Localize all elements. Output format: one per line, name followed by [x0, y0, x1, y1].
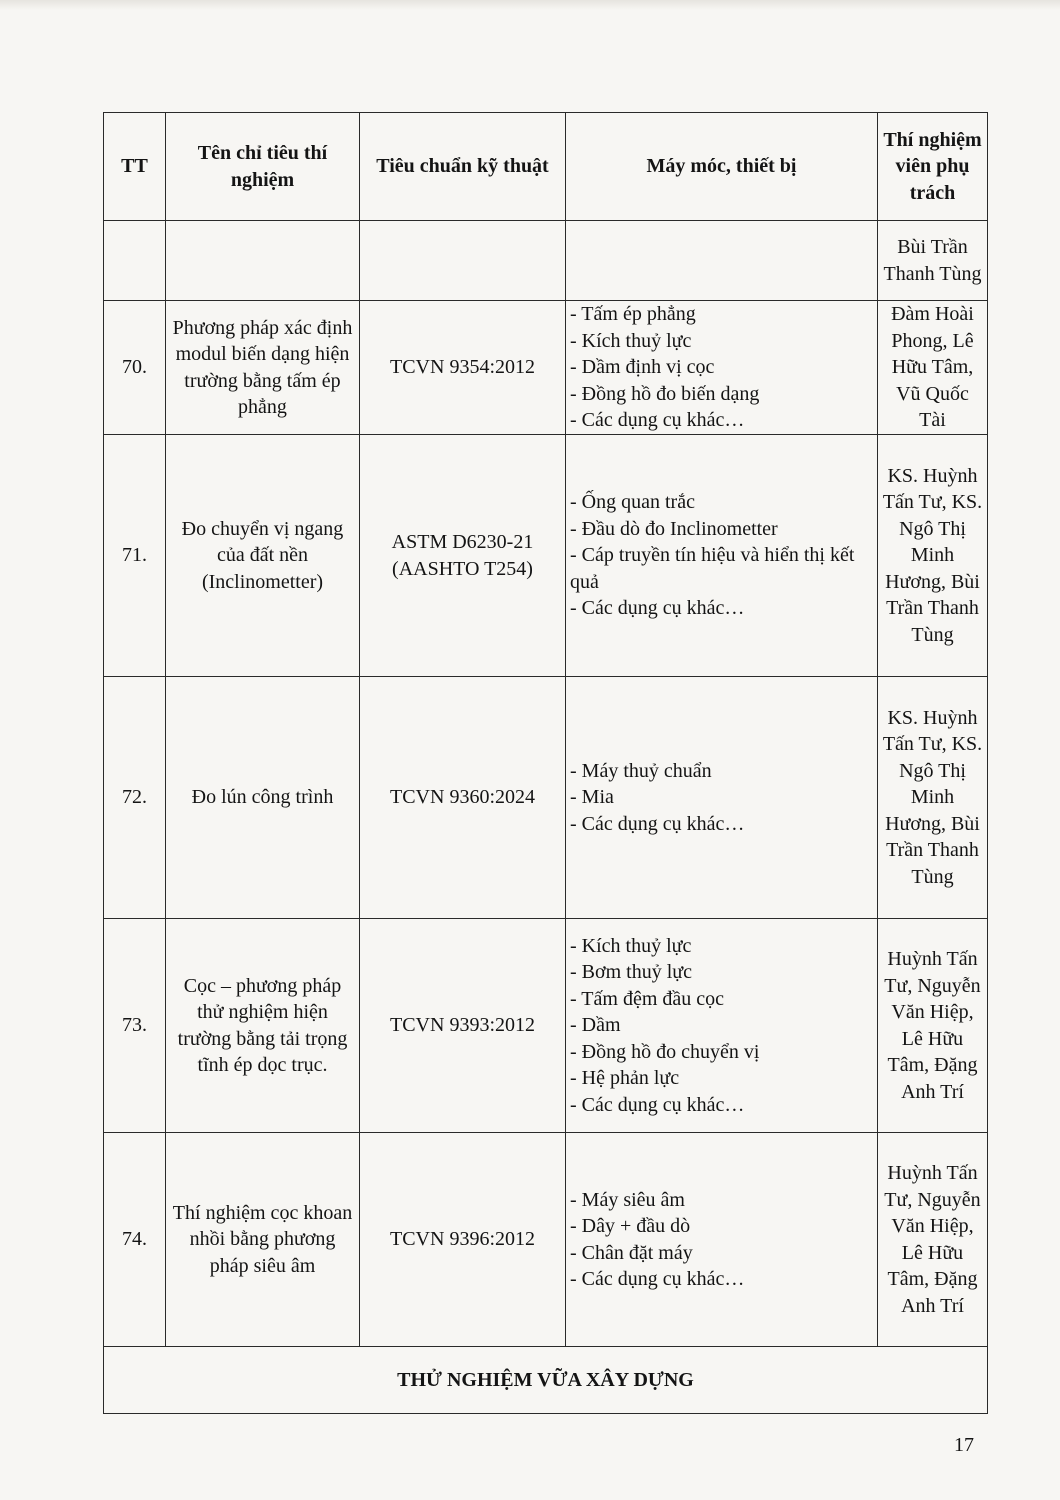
row-standard: ASTM D6230-21 (AASHTO T254) [360, 435, 566, 677]
equipment-item: - Chân đặt máy [570, 1241, 693, 1264]
equipment-item: - Mia [570, 786, 614, 809]
row-name: Cọc – phương pháp thử nghiệm hiện trường bằng tải trọng tĩnh ép dọc trục. [166, 919, 360, 1133]
table-row [104, 1133, 988, 1347]
row-standard: TCVN 9354:2012 [360, 301, 566, 435]
row-equipment [566, 919, 878, 1133]
equipment-item: - Bơm thuỷ lực [570, 961, 692, 984]
row-tt: 74. [104, 1133, 166, 1347]
row-tt: 71. [104, 435, 166, 677]
row-equipment [566, 301, 878, 435]
table-row [104, 221, 988, 301]
row-staff: KS. Huỳnh Tấn Tư, KS. Ngô Thị Minh Hương, Bùi Trần Thanh Tùng [878, 677, 988, 919]
equipment-item: - Các dụng cụ khác… [570, 409, 745, 432]
equipment-item: - Các dụng cụ khác… [570, 1268, 745, 1290]
row-tt: 72. [104, 677, 166, 919]
header-staff: Thí nghiệm viên phụ trách [878, 113, 988, 221]
row-staff: Đàm Hoài Phong, Lê Hữu Tâm, Vũ Quốc Tài [878, 301, 988, 435]
header-standard: Tiêu chuẩn kỹ thuật [360, 113, 566, 221]
equipment-item: - Cáp truyền tín hiệu và hiển thị kết quả [570, 544, 855, 593]
table-row [104, 919, 988, 1133]
equipment-item: - Kích thuỷ lực [570, 934, 692, 957]
equipment-item: - Đầu dò đo Inclinometter [570, 517, 778, 540]
equipment-item: - Các dụng cụ khác… [570, 597, 745, 620]
table-row [104, 677, 988, 919]
page-number: 17 [954, 1434, 974, 1456]
row-tt [104, 221, 166, 301]
equipment-item: - Kích thuỷ lực [570, 329, 692, 352]
header-equipment: Máy móc, thiết bị [566, 113, 878, 221]
test-table [103, 112, 988, 1414]
scan-edge [0, 0, 1060, 10]
equipment-item: - Tấm đệm đầu cọc [570, 987, 725, 1010]
equipment-item: - Tấm ép phẳng [570, 303, 696, 326]
row-name: Đo chuyển vị ngang của đất nền (Inclinometter) [166, 435, 360, 677]
row-standard: TCVN 9393:2012 [360, 919, 566, 1133]
row-name: Đo lún công trình [166, 677, 360, 919]
row-name [166, 221, 360, 301]
row-staff: KS. Huỳnh Tấn Tư, KS. Ngô Thị Minh Hương, Bùi Trần Thanh Tùng [878, 435, 988, 677]
equipment-item: - Đồng hồ đo chuyển vị [570, 1040, 760, 1063]
row-tt: 70. [104, 301, 166, 435]
row-name: Thí nghiệm cọc khoan nhồi bằng phương pháp siêu âm [166, 1133, 360, 1347]
equipment-item: - Dầm định vị cọc [570, 356, 715, 379]
row-staff: Huỳnh Tấn Tư, Nguyễn Văn Hiệp, Lê Hữu Tâm, Đặng Anh Trí [878, 919, 988, 1133]
row-tt: 73. [104, 919, 166, 1133]
row-equipment [566, 221, 878, 301]
equipment-item: - Các dụng cụ khác… [570, 812, 745, 835]
equipment-item: - Hệ phản lực [570, 1067, 680, 1090]
row-equipment [566, 435, 878, 677]
equipment-item: - Các dụng cụ khác… [570, 1093, 745, 1116]
equipment-item: - Ống quan trắc [570, 491, 695, 514]
equipment-item: - Dây + đầu dò [570, 1215, 691, 1237]
section-title: THỬ NGHIỆM VỮA XÂY DỰNG [104, 1347, 988, 1414]
row-staff: Huỳnh Tấn Tư, Nguyễn Văn Hiệp, Lê Hữu Tâm, Đặng Anh Trí [878, 1133, 988, 1347]
row-standard [360, 221, 566, 301]
table-header-row [104, 113, 988, 221]
table-row [104, 301, 988, 435]
header-name: Tên chỉ tiêu thí nghiệm [166, 113, 360, 221]
equipment-item: - Máy thuỷ chuẩn [570, 759, 712, 782]
equipment-item: - Đồng hồ đo biến dạng [570, 382, 760, 405]
section-row [104, 1347, 988, 1414]
row-staff: Bùi Trần Thanh Tùng [878, 221, 988, 301]
row-equipment [566, 1133, 878, 1347]
table-row [104, 435, 988, 677]
row-equipment [566, 677, 878, 919]
equipment-item: - Máy siêu âm [570, 1188, 685, 1211]
equipment-item: - Dầm [570, 1014, 621, 1037]
header-tt: TT [104, 113, 166, 221]
table-body [104, 221, 988, 1414]
row-standard: TCVN 9360:2024 [360, 677, 566, 919]
row-name: Phương pháp xác định modul biến dạng hiện trường bằng tấm ép phẳng [166, 301, 360, 435]
row-standard: TCVN 9396:2012 [360, 1133, 566, 1347]
